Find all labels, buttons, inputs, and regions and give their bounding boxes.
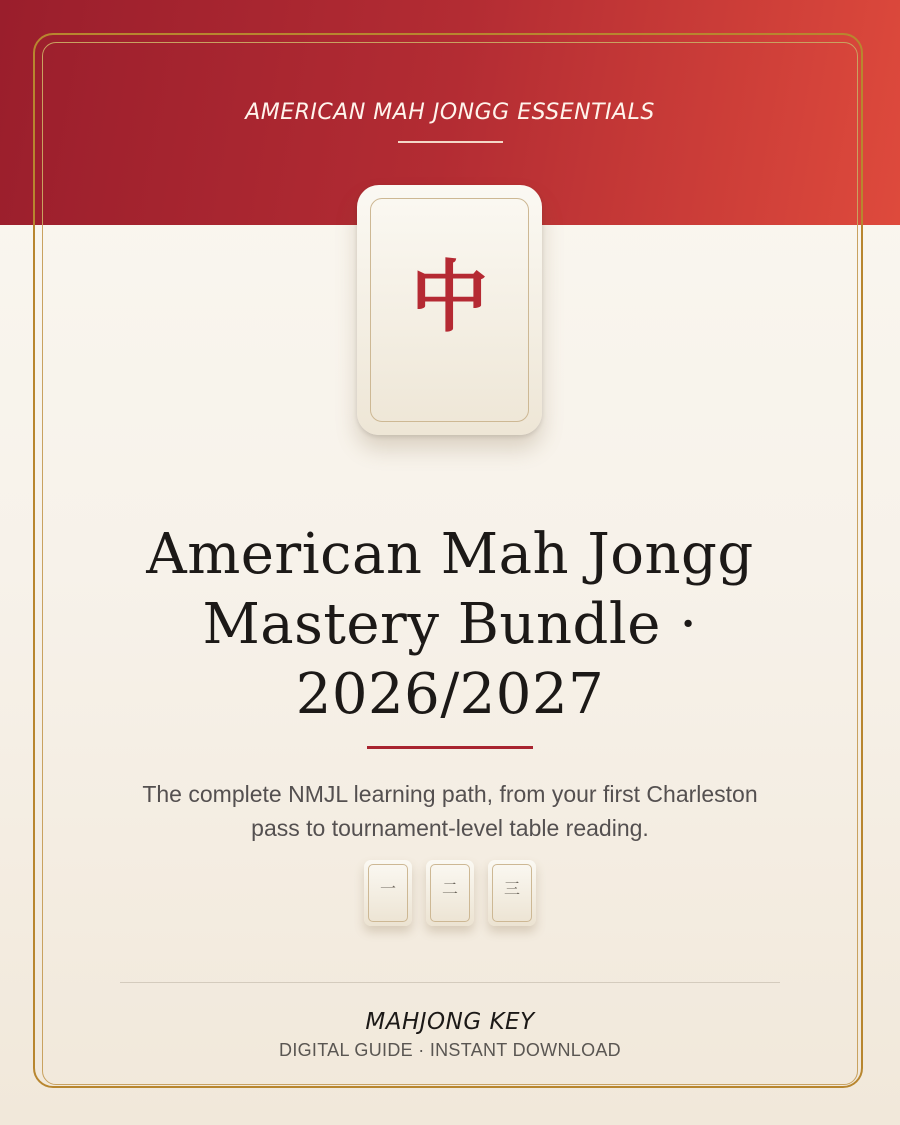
hero-mahjong-tile	[357, 185, 542, 435]
subtitle	[100, 777, 800, 845]
mini-tile-glyph: 一	[379, 879, 396, 898]
mini-tile-two	[426, 860, 474, 926]
mini-tile-three	[488, 860, 536, 926]
mini-tile-glyph: 二	[441, 879, 458, 898]
header-kicker: AMERICAN MAH JONGG ESSENTIALS	[245, 100, 655, 125]
page-title	[100, 520, 800, 730]
red-dragon-glyph: 中	[410, 252, 489, 343]
title-divider	[367, 746, 533, 749]
title-line-3: 2026/2027	[295, 662, 605, 727]
header-divider	[398, 141, 503, 143]
mini-tile-one	[364, 860, 412, 926]
subtitle-line-2: pass to tournament-level table reading.	[251, 815, 649, 841]
brand-tagline: DIGITAL GUIDE · INSTANT DOWNLOAD	[279, 1040, 621, 1060]
subtitle-line-1: The complete NMJL learning path, from your first Charleston	[142, 781, 758, 807]
brand-name: MAHJONG KEY	[365, 1009, 535, 1035]
footer-divider	[120, 982, 780, 983]
title-line-2: Mastery Bundle ·	[202, 592, 698, 657]
mini-tile-glyph: 三	[503, 879, 520, 898]
title-line-1: American Mah Jongg	[146, 522, 754, 587]
